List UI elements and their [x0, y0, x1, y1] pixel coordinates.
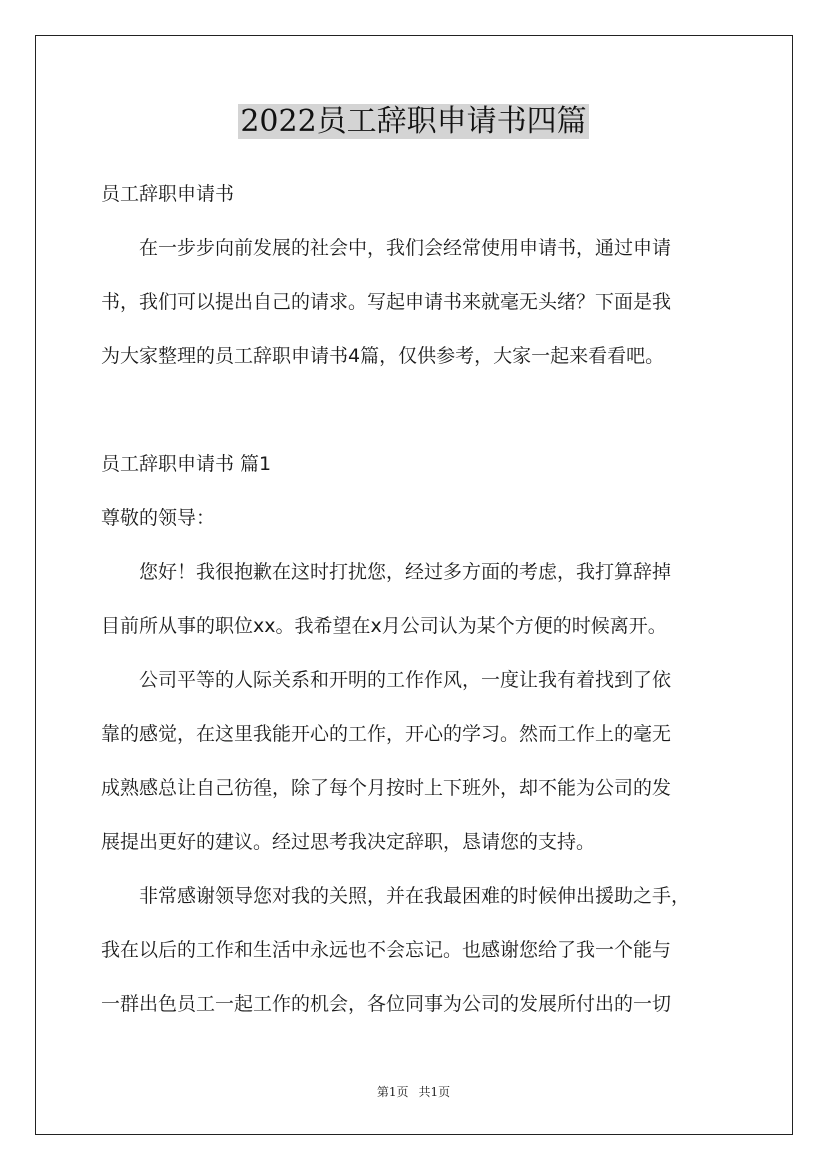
paragraph-line: 靠的感觉，在这里我能开心的工作，开心的学习。然而工作上的毫无 [101, 723, 672, 745]
paragraph-line: 非常感谢领导您对我的关照，并在我最困难的时候伸出援助之手， [101, 885, 691, 907]
document-title-text: 2022员工辞职申请书四篇 [240, 104, 587, 139]
page-number: 第1页 [376, 1085, 409, 1099]
paragraph-line: 您好！我很抱歉在这时打扰您，经过多方面的考虑，我打算辞掉 [101, 561, 672, 583]
paragraph-line: 展提出更好的建议。经过思考我决定辞职，恳请您的支持。 [101, 831, 596, 853]
paragraph-line: 我在以后的工作和生活中永远也不会忘记。也感谢您给了我一个能与 [101, 939, 672, 961]
section-heading: 员工辞职申请书 篇1 [101, 453, 272, 475]
page-footer [0, 1084, 827, 1100]
paragraph-line: 一群出色员工一起工作的机会，各位同事为公司的发展所付出的一切 [101, 993, 672, 1015]
document-title [0, 98, 827, 146]
page-total: 共1页 [418, 1085, 451, 1099]
paragraph-line: 公司平等的人际关系和开明的工作作风，一度让我有着找到了依 [101, 669, 672, 691]
paragraph-line: 在一步步向前发展的社会中，我们会经常使用申请书，通过申请 [101, 237, 672, 259]
paragraph-line: 书，我们可以提出自己的请求。写起申请书来就毫无头绪？下面是我 [101, 291, 672, 313]
paragraph-line: 成熟感总让自己彷徨，除了每个月按时上下班外，却不能为公司的发 [101, 777, 672, 799]
section-heading: 员工辞职申请书 [101, 183, 235, 205]
paragraph-line: 目前所从事的职位xx。我希望在x月公司认为某个方便的时候离开。 [101, 615, 667, 637]
salutation: 尊敬的领导： [101, 507, 216, 529]
paragraph-line: 为大家整理的员工辞职申请书4篇，仅供参考，大家一起来看看吧。 [101, 345, 665, 367]
